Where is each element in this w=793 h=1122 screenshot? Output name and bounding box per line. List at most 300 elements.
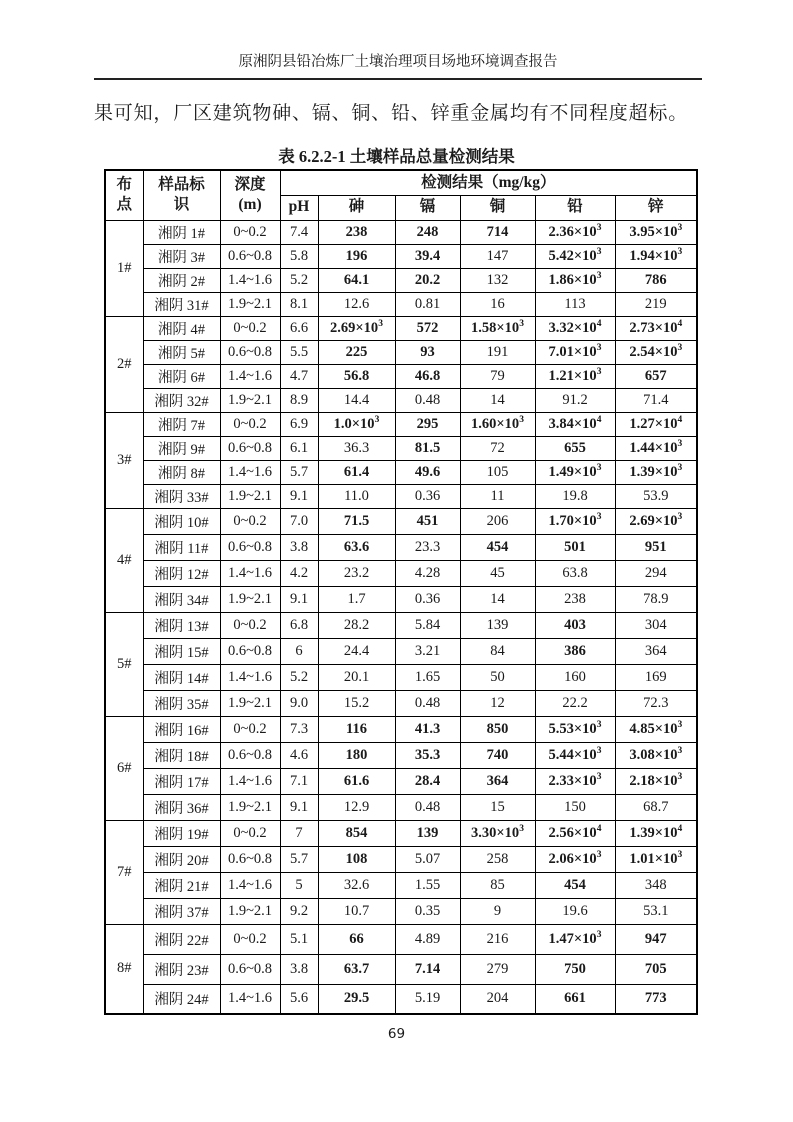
cell-arsenic: $1.0\times 10^3$ xyxy=(318,412,395,436)
cell-copper: $1.60\times 10^3$ xyxy=(460,412,535,436)
cell-zinc: 71.4 xyxy=(615,388,697,412)
cell-cadmium: 5.19 xyxy=(395,984,460,1014)
cell-cadmium: 46.8 xyxy=(395,364,460,388)
cell-zinc: 78.9 xyxy=(615,586,697,612)
col-header-sample-id: 样品标识 xyxy=(143,170,220,220)
cell-copper: 84 xyxy=(460,638,535,664)
cell-sample-id: 湘阴 12# xyxy=(143,560,220,586)
cell-depth: 0~0.2 xyxy=(220,412,280,436)
cell-lead: $1.86\times 10^3$ xyxy=(535,268,615,292)
cell-sample-id: 湘阴 8# xyxy=(143,460,220,484)
cell-depth: 1.4~1.6 xyxy=(220,664,280,690)
cell-arsenic: 63.7 xyxy=(318,954,395,984)
cell-lead: 655 xyxy=(535,436,615,460)
cell-copper: 364 xyxy=(460,768,535,794)
cell-zinc: $3.95\times 10^3$ xyxy=(615,220,697,244)
cell-copper: 50 xyxy=(460,664,535,690)
table-caption: 表 6.2.2-1 土壤样品总量检测结果 xyxy=(278,147,515,166)
cell-lead: $2.56\times 10^4$ xyxy=(535,820,615,846)
cell-copper: 45 xyxy=(460,560,535,586)
cell-depth: 1.4~1.6 xyxy=(220,984,280,1014)
cell-lead: $3.84\times 10^4$ xyxy=(535,412,615,436)
cell-copper: 16 xyxy=(460,292,535,316)
table-row xyxy=(105,508,697,534)
cell-lead: 661 xyxy=(535,984,615,1014)
table-row xyxy=(105,316,697,340)
results-table xyxy=(104,169,698,1015)
table-row xyxy=(105,768,697,794)
cell-lead: 19.8 xyxy=(535,484,615,508)
body-paragraph: 果可知，厂区建筑物砷、镉、铜、铅、锌重金属均有不同程度超标。 xyxy=(94,103,689,124)
cell-ph: 9.1 xyxy=(280,794,318,820)
cell-depth: 1.4~1.6 xyxy=(220,872,280,898)
cell-ph: 7.3 xyxy=(280,716,318,742)
cell-zinc: 773 xyxy=(615,984,697,1014)
cell-ph: 7.4 xyxy=(280,220,318,244)
cell-lead: $5.53\times 10^3$ xyxy=(535,716,615,742)
cell-zinc: 951 xyxy=(615,534,697,560)
cell-ph: 5.2 xyxy=(280,268,318,292)
cell-lead: 91.2 xyxy=(535,388,615,412)
cell-sample-id: 湘阴 37# xyxy=(143,898,220,924)
cell-arsenic: 63.6 xyxy=(318,534,395,560)
cell-cadmium: 4.89 xyxy=(395,924,460,954)
cell-zinc: $2.73\times 10^4$ xyxy=(615,316,697,340)
cell-copper: 147 xyxy=(460,244,535,268)
cell-lead: 63.8 xyxy=(535,560,615,586)
cell-zinc: 947 xyxy=(615,924,697,954)
cell-cadmium: 49.6 xyxy=(395,460,460,484)
cell-lead: 160 xyxy=(535,664,615,690)
cell-arsenic: 238 xyxy=(318,220,395,244)
col-header-depth: 深度 (m) xyxy=(220,170,280,220)
table-row xyxy=(105,388,697,412)
col-header-ph: pH xyxy=(280,195,318,220)
cell-depth: 1.9~2.1 xyxy=(220,794,280,820)
cell-ph: 4.7 xyxy=(280,364,318,388)
table-row xyxy=(105,924,697,954)
cell-cadmium: 1.65 xyxy=(395,664,460,690)
cell-sample-id: 湘阴 32# xyxy=(143,388,220,412)
cell-arsenic: 20.1 xyxy=(318,664,395,690)
cell-zinc: $1.01\times 10^3$ xyxy=(615,846,697,872)
cell-zinc: $4.85\times 10^3$ xyxy=(615,716,697,742)
cell-lead: 238 xyxy=(535,586,615,612)
cell-point: 7# xyxy=(105,820,143,924)
cell-lead: 22.2 xyxy=(535,690,615,716)
cell-copper: 454 xyxy=(460,534,535,560)
cell-depth: 1.9~2.1 xyxy=(220,586,280,612)
cell-ph: 3.8 xyxy=(280,954,318,984)
cell-ph: 9.0 xyxy=(280,690,318,716)
cell-sample-id: 湘阴 31# xyxy=(143,292,220,316)
cell-sample-id: 湘阴 9# xyxy=(143,436,220,460)
results-table-container xyxy=(104,169,698,1015)
cell-sample-id: 湘阴 13# xyxy=(143,612,220,638)
table-row xyxy=(105,716,697,742)
col-header-zinc: 锌 xyxy=(615,195,697,220)
cell-ph: 8.9 xyxy=(280,388,318,412)
cell-arsenic: 12.9 xyxy=(318,794,395,820)
cell-sample-id: 湘阴 22# xyxy=(143,924,220,954)
cell-zinc: $1.94\times 10^3$ xyxy=(615,244,697,268)
cell-ph: 4.6 xyxy=(280,742,318,768)
cell-copper: 9 xyxy=(460,898,535,924)
table-row xyxy=(105,664,697,690)
cell-cadmium: 23.3 xyxy=(395,534,460,560)
cell-zinc: 348 xyxy=(615,872,697,898)
col-header-cadmium: 镉 xyxy=(395,195,460,220)
cell-ph: 3.8 xyxy=(280,534,318,560)
cell-arsenic: 196 xyxy=(318,244,395,268)
cell-copper: 714 xyxy=(460,220,535,244)
cell-arsenic: 56.8 xyxy=(318,364,395,388)
page-header-title: 原湘阴县铅冶炼厂土壤治理项目场地环境调查报告 xyxy=(94,50,702,80)
cell-arsenic: 10.7 xyxy=(318,898,395,924)
cell-copper: 14 xyxy=(460,586,535,612)
cell-depth: 1.4~1.6 xyxy=(220,768,280,794)
cell-sample-id: 湘阴 18# xyxy=(143,742,220,768)
cell-sample-id: 湘阴 33# xyxy=(143,484,220,508)
cell-cadmium: 7.14 xyxy=(395,954,460,984)
cell-depth: 0.6~0.8 xyxy=(220,846,280,872)
cell-sample-id: 湘阴 1# xyxy=(143,220,220,244)
cell-zinc: $2.18\times 10^3$ xyxy=(615,768,697,794)
cell-arsenic: 36.3 xyxy=(318,436,395,460)
cell-sample-id: 湘阴 21# xyxy=(143,872,220,898)
cell-ph: 7.1 xyxy=(280,768,318,794)
cell-copper: 206 xyxy=(460,508,535,534)
table-row xyxy=(105,984,697,1014)
cell-lead: 150 xyxy=(535,794,615,820)
cell-cadmium: 20.2 xyxy=(395,268,460,292)
table-row xyxy=(105,484,697,508)
cell-ph: 9.2 xyxy=(280,898,318,924)
cell-copper: 139 xyxy=(460,612,535,638)
cell-point: 8# xyxy=(105,924,143,1014)
cell-copper: 258 xyxy=(460,846,535,872)
cell-copper: 11 xyxy=(460,484,535,508)
cell-arsenic: 28.2 xyxy=(318,612,395,638)
cell-arsenic: 66 xyxy=(318,924,395,954)
cell-depth: 0.6~0.8 xyxy=(220,340,280,364)
cell-zinc: 657 xyxy=(615,364,697,388)
cell-cadmium: 0.36 xyxy=(395,586,460,612)
cell-zinc: 219 xyxy=(615,292,697,316)
cell-sample-id: 湘阴 3# xyxy=(143,244,220,268)
cell-lead: $1.21\times 10^3$ xyxy=(535,364,615,388)
table-row xyxy=(105,872,697,898)
col-header-arsenic: 砷 xyxy=(318,195,395,220)
table-row xyxy=(105,364,697,388)
cell-cadmium: 0.48 xyxy=(395,388,460,412)
cell-point: 5# xyxy=(105,612,143,716)
cell-lead: $3.32\times 10^4$ xyxy=(535,316,615,340)
cell-depth: 1.9~2.1 xyxy=(220,898,280,924)
cell-ph: 5.7 xyxy=(280,846,318,872)
results-table-body xyxy=(105,220,697,1014)
table-row xyxy=(105,794,697,820)
cell-sample-id: 湘阴 14# xyxy=(143,664,220,690)
cell-cadmium: 451 xyxy=(395,508,460,534)
cell-ph: 6.1 xyxy=(280,436,318,460)
cell-copper: 85 xyxy=(460,872,535,898)
table-row xyxy=(105,742,697,768)
cell-arsenic: 180 xyxy=(318,742,395,768)
table-row xyxy=(105,846,697,872)
col-header-point: 布点 xyxy=(105,170,143,220)
cell-depth: 0~0.2 xyxy=(220,508,280,534)
cell-ph: 5.1 xyxy=(280,924,318,954)
cell-zinc: 294 xyxy=(615,560,697,586)
cell-arsenic: 61.6 xyxy=(318,768,395,794)
cell-depth: 0~0.2 xyxy=(220,716,280,742)
cell-depth: 1.4~1.6 xyxy=(220,560,280,586)
col-header-copper: 铜 xyxy=(460,195,535,220)
table-row xyxy=(105,586,697,612)
cell-copper: 105 xyxy=(460,460,535,484)
table-row xyxy=(105,412,697,436)
cell-arsenic: 1.7 xyxy=(318,586,395,612)
cell-arsenic: $2.69\times 10^3$ xyxy=(318,316,395,340)
cell-copper: $3.30\times 10^3$ xyxy=(460,820,535,846)
cell-cadmium: 572 xyxy=(395,316,460,340)
cell-sample-id: 湘阴 11# xyxy=(143,534,220,560)
cell-arsenic: 108 xyxy=(318,846,395,872)
cell-arsenic: 32.6 xyxy=(318,872,395,898)
cell-depth: 0~0.2 xyxy=(220,316,280,340)
cell-lead: $2.06\times 10^3$ xyxy=(535,846,615,872)
cell-arsenic: 12.6 xyxy=(318,292,395,316)
cell-ph: 6.6 xyxy=(280,316,318,340)
cell-lead: $1.70\times 10^3$ xyxy=(535,508,615,534)
cell-depth: 0.6~0.8 xyxy=(220,638,280,664)
cell-copper: 14 xyxy=(460,388,535,412)
cell-copper: 204 xyxy=(460,984,535,1014)
cell-copper: 132 xyxy=(460,268,535,292)
cell-ph: 6.9 xyxy=(280,412,318,436)
cell-cadmium: 39.4 xyxy=(395,244,460,268)
table-row xyxy=(105,690,697,716)
table-row xyxy=(105,292,697,316)
cell-ph: 7.0 xyxy=(280,508,318,534)
cell-depth: 1.9~2.1 xyxy=(220,388,280,412)
cell-zinc: 304 xyxy=(615,612,697,638)
cell-depth: 0~0.2 xyxy=(220,220,280,244)
cell-zinc: 53.9 xyxy=(615,484,697,508)
cell-lead: 113 xyxy=(535,292,615,316)
table-row xyxy=(105,244,697,268)
cell-arsenic: 116 xyxy=(318,716,395,742)
cell-ph: 6.8 xyxy=(280,612,318,638)
table-row xyxy=(105,436,697,460)
cell-ph: 5.8 xyxy=(280,244,318,268)
cell-point: 3# xyxy=(105,412,143,508)
cell-cadmium: 0.35 xyxy=(395,898,460,924)
cell-depth: 1.9~2.1 xyxy=(220,292,280,316)
table-row xyxy=(105,560,697,586)
cell-depth: 0.6~0.8 xyxy=(220,436,280,460)
cell-zinc: 169 xyxy=(615,664,697,690)
cell-sample-id: 湘阴 36# xyxy=(143,794,220,820)
cell-arsenic: 61.4 xyxy=(318,460,395,484)
cell-cadmium: 3.21 xyxy=(395,638,460,664)
cell-depth: 1.4~1.6 xyxy=(220,364,280,388)
page-number: 69 xyxy=(387,1026,406,1042)
cell-ph: 7 xyxy=(280,820,318,846)
cell-ph: 5.6 xyxy=(280,984,318,1014)
col-header-results-group: 检测结果（mg/kg） xyxy=(280,170,697,195)
cell-copper: 79 xyxy=(460,364,535,388)
cell-lead: 454 xyxy=(535,872,615,898)
cell-cadmium: 295 xyxy=(395,412,460,436)
cell-zinc: $1.44\times 10^3$ xyxy=(615,436,697,460)
cell-copper: 279 xyxy=(460,954,535,984)
table-row xyxy=(105,340,697,364)
cell-cadmium: 41.3 xyxy=(395,716,460,742)
cell-copper: 740 xyxy=(460,742,535,768)
cell-cadmium: 248 xyxy=(395,220,460,244)
cell-depth: 0.6~0.8 xyxy=(220,244,280,268)
cell-sample-id: 湘阴 7# xyxy=(143,412,220,436)
cell-cadmium: 0.48 xyxy=(395,794,460,820)
cell-ph: 5.7 xyxy=(280,460,318,484)
cell-arsenic: 14.4 xyxy=(318,388,395,412)
cell-zinc: $2.69\times 10^3$ xyxy=(615,508,697,534)
cell-lead: $1.49\times 10^3$ xyxy=(535,460,615,484)
cell-lead: $2.33\times 10^3$ xyxy=(535,768,615,794)
cell-arsenic: 854 xyxy=(318,820,395,846)
cell-ph: 5 xyxy=(280,872,318,898)
cell-point: 1# xyxy=(105,220,143,316)
cell-cadmium: 4.28 xyxy=(395,560,460,586)
cell-cadmium: 5.84 xyxy=(395,612,460,638)
cell-sample-id: 湘阴 19# xyxy=(143,820,220,846)
table-row xyxy=(105,534,697,560)
cell-zinc: 705 xyxy=(615,954,697,984)
cell-depth: 1.9~2.1 xyxy=(220,690,280,716)
table-row xyxy=(105,612,697,638)
cell-cadmium: 35.3 xyxy=(395,742,460,768)
cell-copper: 12 xyxy=(460,690,535,716)
cell-sample-id: 湘阴 15# xyxy=(143,638,220,664)
cell-copper: 191 xyxy=(460,340,535,364)
cell-ph: 9.1 xyxy=(280,586,318,612)
cell-depth: 0~0.2 xyxy=(220,820,280,846)
cell-cadmium: 1.55 xyxy=(395,872,460,898)
cell-copper: 216 xyxy=(460,924,535,954)
cell-cadmium: 0.81 xyxy=(395,292,460,316)
cell-arsenic: 225 xyxy=(318,340,395,364)
cell-zinc: $1.39\times 10^3$ xyxy=(615,460,697,484)
cell-sample-id: 湘阴 34# xyxy=(143,586,220,612)
cell-lead: $5.42\times 10^3$ xyxy=(535,244,615,268)
table-row xyxy=(105,954,697,984)
cell-depth: 0.6~0.8 xyxy=(220,534,280,560)
cell-cadmium: 93 xyxy=(395,340,460,364)
table-row xyxy=(105,460,697,484)
cell-zinc: 364 xyxy=(615,638,697,664)
cell-lead: $1.47\times 10^3$ xyxy=(535,924,615,954)
cell-lead: 19.6 xyxy=(535,898,615,924)
cell-zinc: 72.3 xyxy=(615,690,697,716)
cell-point: 2# xyxy=(105,316,143,412)
cell-lead: 501 xyxy=(535,534,615,560)
col-header-lead: 铅 xyxy=(535,195,615,220)
cell-depth: 0~0.2 xyxy=(220,924,280,954)
cell-sample-id: 湘阴 17# xyxy=(143,768,220,794)
table-row xyxy=(105,820,697,846)
cell-sample-id: 湘阴 35# xyxy=(143,690,220,716)
cell-lead: 386 xyxy=(535,638,615,664)
cell-copper: 72 xyxy=(460,436,535,460)
cell-sample-id: 湘阴 5# xyxy=(143,340,220,364)
cell-depth: 1.9~2.1 xyxy=(220,484,280,508)
cell-depth: 1.4~1.6 xyxy=(220,268,280,292)
cell-depth: 1.4~1.6 xyxy=(220,460,280,484)
cell-lead: 750 xyxy=(535,954,615,984)
cell-ph: 5.5 xyxy=(280,340,318,364)
cell-lead: $7.01\times 10^3$ xyxy=(535,340,615,364)
cell-zinc: 786 xyxy=(615,268,697,292)
cell-zinc: 68.7 xyxy=(615,794,697,820)
table-row xyxy=(105,898,697,924)
cell-ph: 6 xyxy=(280,638,318,664)
cell-copper: $1.58\times 10^3$ xyxy=(460,316,535,340)
cell-sample-id: 湘阴 10# xyxy=(143,508,220,534)
cell-cadmium: 28.4 xyxy=(395,768,460,794)
cell-arsenic: 23.2 xyxy=(318,560,395,586)
cell-arsenic: 29.5 xyxy=(318,984,395,1014)
cell-arsenic: 71.5 xyxy=(318,508,395,534)
cell-cadmium: 5.07 xyxy=(395,846,460,872)
cell-point: 6# xyxy=(105,716,143,820)
cell-zinc: 53.1 xyxy=(615,898,697,924)
cell-zinc: $1.27\times 10^4$ xyxy=(615,412,697,436)
table-row xyxy=(105,268,697,292)
cell-arsenic: 24.4 xyxy=(318,638,395,664)
table-row xyxy=(105,638,697,664)
cell-cadmium: 139 xyxy=(395,820,460,846)
cell-zinc: $2.54\times 10^3$ xyxy=(615,340,697,364)
cell-cadmium: 0.36 xyxy=(395,484,460,508)
cell-depth: 0~0.2 xyxy=(220,612,280,638)
cell-cadmium: 0.48 xyxy=(395,690,460,716)
cell-sample-id: 湘阴 2# xyxy=(143,268,220,292)
cell-zinc: $1.39\times 10^4$ xyxy=(615,820,697,846)
cell-sample-id: 湘阴 20# xyxy=(143,846,220,872)
cell-ph: 8.1 xyxy=(280,292,318,316)
cell-point: 4# xyxy=(105,508,143,612)
cell-sample-id: 湘阴 4# xyxy=(143,316,220,340)
cell-cadmium: 81.5 xyxy=(395,436,460,460)
cell-depth: 0.6~0.8 xyxy=(220,954,280,984)
cell-arsenic: 11.0 xyxy=(318,484,395,508)
cell-ph: 4.2 xyxy=(280,560,318,586)
cell-sample-id: 湘阴 24# xyxy=(143,984,220,1014)
cell-copper: 15 xyxy=(460,794,535,820)
cell-ph: 5.2 xyxy=(280,664,318,690)
cell-lead: 403 xyxy=(535,612,615,638)
cell-zinc: $3.08\times 10^3$ xyxy=(615,742,697,768)
cell-sample-id: 湘阴 6# xyxy=(143,364,220,388)
cell-arsenic: 64.1 xyxy=(318,268,395,292)
cell-depth: 0.6~0.8 xyxy=(220,742,280,768)
table-row xyxy=(105,220,697,244)
cell-sample-id: 湘阴 16# xyxy=(143,716,220,742)
cell-copper: 850 xyxy=(460,716,535,742)
cell-lead: $2.36\times 10^3$ xyxy=(535,220,615,244)
